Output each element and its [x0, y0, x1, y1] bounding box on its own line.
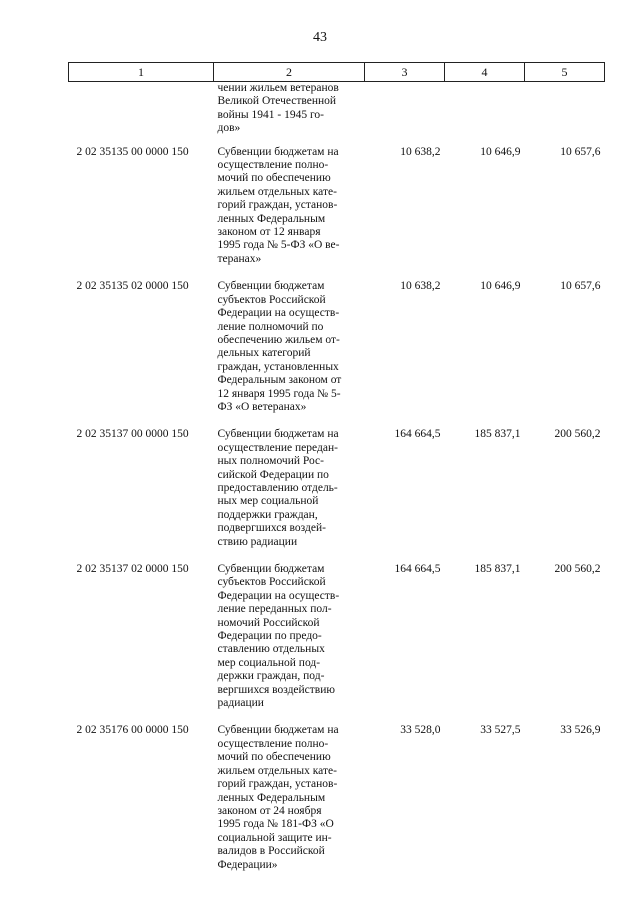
name-line: мочий по обеспечению — [217, 751, 331, 764]
continuation-value-cell — [445, 82, 525, 146]
name-line: радиации — [217, 697, 264, 710]
name-line: вергшихся воздействию — [217, 683, 335, 696]
name-line: ных мер социальной — [217, 495, 319, 508]
name-line: социальной защите ин- — [217, 831, 332, 844]
budget-code-cell: 2 02 35137 00 0000 150 — [76, 428, 189, 441]
amount-cell-v3: 10 638,2 — [400, 145, 441, 158]
description-cell — [214, 146, 365, 281]
budget-code-cell: 2 02 35137 02 0000 150 — [76, 563, 189, 575]
name-line: граждан, установленных — [217, 360, 339, 373]
name-line: субъектов Российской — [217, 576, 326, 589]
budget-code-cell: 2 02 35135 00 0000 150 — [76, 145, 189, 158]
name-line: 12 января 1995 года № 5- — [217, 387, 341, 400]
amount-cell-v4: 33 527,5 — [480, 724, 521, 737]
table-row — [69, 563, 605, 724]
page-number: 43 — [313, 30, 327, 45]
name-line: номочий Российской — [217, 616, 320, 629]
amount-cell-v3: 164 664,5 — [394, 563, 441, 575]
amount-cell-v5: 33 526,9 — [560, 724, 601, 737]
name-line: Федерации» — [217, 858, 278, 871]
name-line: поддержки граждан, — [217, 508, 318, 521]
name-line: Субвенции бюджетам на — [217, 724, 339, 737]
name-line: мочий по обеспечению — [217, 172, 331, 185]
name-line: обеспечению жильем от- — [217, 333, 340, 346]
column-header-1: 1 — [69, 63, 214, 82]
name-line: подвергшихся воздей- — [217, 522, 326, 535]
name-line: предоставлению отдель- — [217, 481, 338, 494]
name-line: валидов в Российской — [217, 845, 325, 858]
column-header-4: 4 — [445, 63, 525, 82]
continuation-code-cell — [69, 82, 214, 146]
description-cell — [214, 563, 365, 724]
amount-cell-v4: 10 646,9 — [480, 280, 521, 293]
name-line: ленных Федеральным — [217, 791, 326, 804]
name-line: ставлению отдельных — [217, 643, 325, 656]
name-line: войны 1941 - 1945 го- — [217, 108, 324, 121]
name-line: чении жильем ветеранов — [217, 82, 339, 94]
amount-cell-v3: 10 638,2 — [400, 280, 441, 293]
amount-cell-v3: 164 664,5 — [394, 428, 441, 441]
amount-cell-v4: 185 837,1 — [474, 428, 521, 441]
budget-table-container — [68, 62, 604, 886]
name-line: ных полномочий Рос- — [217, 455, 324, 468]
name-line: жильем отдельных кате- — [217, 185, 337, 198]
table-row — [69, 280, 605, 428]
amount-cell-v3: 33 528,0 — [400, 724, 441, 737]
column-header-3: 3 — [365, 63, 445, 82]
header-row — [69, 63, 605, 82]
name-line: жильем отдельных кате- — [217, 764, 337, 777]
table-row — [69, 428, 605, 563]
name-line: законом от 12 января — [217, 226, 321, 239]
amount-cell-v4: 185 837,1 — [474, 563, 521, 575]
continuation-row — [69, 82, 605, 146]
amount-cell-v4: 10 646,9 — [480, 145, 521, 158]
name-line: дов» — [217, 122, 241, 135]
amount-cell-v5: 10 657,6 — [560, 145, 601, 158]
budget-code-cell: 2 02 35176 00 0000 150 — [76, 724, 189, 737]
name-line: ленных Федеральным — [217, 212, 326, 225]
name-line: дельных категорий — [217, 347, 311, 360]
column-header-2: 2 — [214, 63, 365, 82]
name-line: субъектов Российской — [217, 293, 326, 306]
continuation-name-cell — [214, 82, 365, 146]
name-line: законом от 24 ноября — [217, 804, 322, 817]
amount-cell-v5: 200 560,2 — [554, 428, 601, 441]
description-cell — [214, 428, 365, 563]
name-line: ствию радиации — [217, 535, 298, 548]
name-line: горий граждан, установ- — [217, 199, 338, 212]
name-line: горий граждан, установ- — [217, 778, 338, 791]
name-line: Субвенции бюджетам — [217, 280, 325, 293]
continuation-value-cell — [365, 82, 445, 146]
name-line: осуществление полно- — [217, 159, 329, 172]
description-cell — [214, 280, 365, 428]
name-line: теранах» — [217, 252, 262, 265]
name-line: сийской Федерации по — [217, 468, 329, 481]
name-line: осуществление передан- — [217, 441, 338, 454]
table-row — [69, 724, 605, 885]
name-line: ФЗ «О ветеранах» — [217, 400, 307, 413]
amount-cell-v5: 10 657,6 — [560, 280, 601, 293]
name-line: мер социальной под- — [217, 656, 321, 669]
column-header-5: 5 — [525, 63, 605, 82]
name-line: Субвенции бюджетам на — [217, 428, 339, 441]
name-line: держки граждан, под- — [217, 670, 325, 683]
name-line: Федеральным законом от — [217, 374, 342, 387]
table-row — [69, 146, 605, 281]
description-cell — [214, 724, 365, 885]
name-line: ление переданных пол- — [217, 603, 332, 616]
name-line: Федерации на осуществ- — [217, 307, 340, 320]
name-line: Федерации на осуществ- — [217, 589, 340, 602]
name-line: осуществление полно- — [217, 737, 329, 750]
name-line: Субвенции бюджетам — [217, 563, 325, 575]
name-line: Федерации по предо- — [217, 630, 322, 643]
amount-cell-v5: 200 560,2 — [554, 563, 601, 575]
continuation-value-cell — [525, 82, 605, 146]
name-line: ление полномочий по — [217, 320, 324, 333]
table-body — [69, 82, 605, 886]
name-line: Великой Отечественной — [217, 95, 337, 108]
name-line: 1995 года № 181-ФЗ «О — [217, 818, 334, 831]
name-line: 1995 года № 5-ФЗ «О ве- — [217, 239, 340, 252]
budget-table — [68, 62, 605, 886]
budget-code-cell: 2 02 35135 02 0000 150 — [76, 280, 189, 293]
name-line: Субвенции бюджетам на — [217, 145, 339, 158]
